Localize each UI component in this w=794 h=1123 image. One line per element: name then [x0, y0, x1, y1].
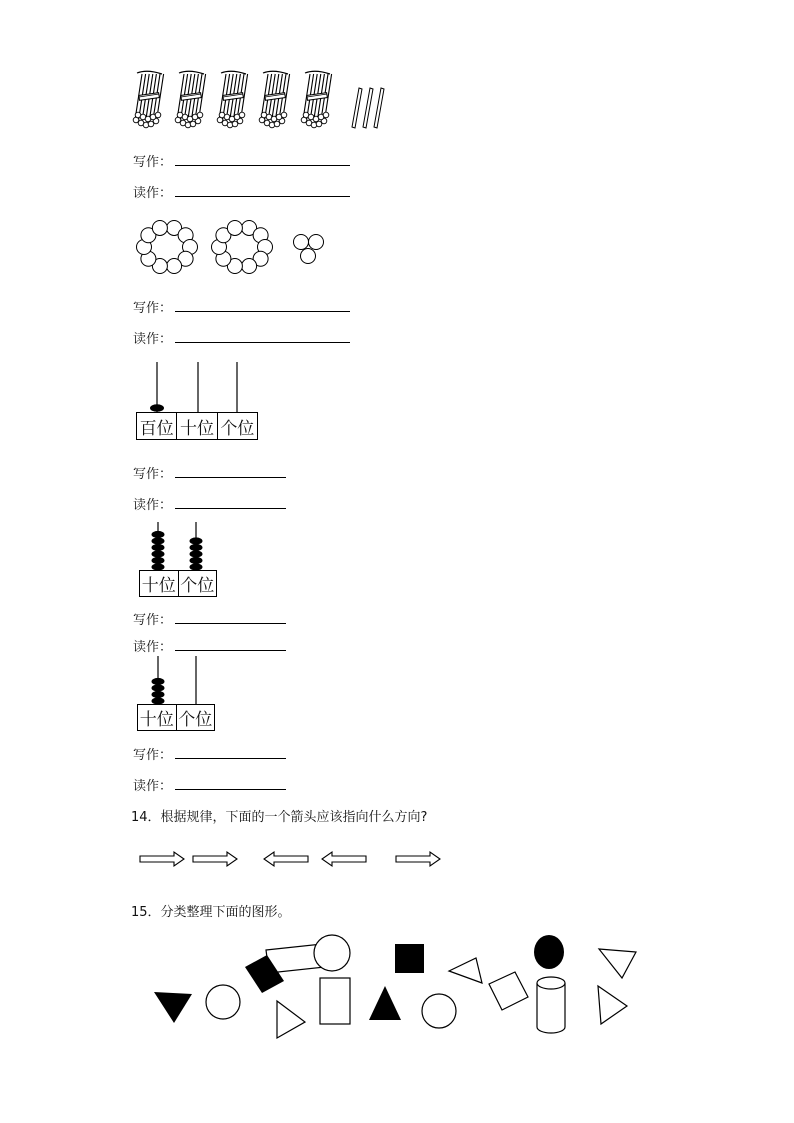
bead-icon	[152, 557, 165, 564]
place-tens: 十位	[177, 413, 217, 439]
stick-bundle-icon	[217, 71, 247, 128]
single-stick-icon	[363, 88, 373, 128]
bead-icon	[152, 691, 165, 698]
arrow-icon	[193, 852, 237, 866]
abacus-rods-2a	[138, 522, 228, 572]
question-15: 15．分类整理下面的图形。	[131, 905, 291, 920]
write-answer-line[interactable]	[175, 311, 350, 312]
single-stick-icon	[374, 88, 384, 128]
circle-outline	[314, 935, 350, 971]
read-label: 读作：	[133, 498, 173, 513]
abacus-rods-2b	[138, 656, 228, 706]
bead-icon	[190, 550, 203, 557]
circle-groups-figure	[136, 214, 336, 284]
bead-icon	[152, 544, 165, 551]
triangle-filled	[369, 986, 401, 1020]
circle-ring-group	[212, 220, 273, 273]
cylinder-outline	[537, 977, 565, 1033]
read-label: 读作：	[133, 186, 173, 201]
place-ones: 个位	[220, 418, 255, 439]
triangle-outline	[449, 958, 482, 983]
read-answer-line[interactable]	[175, 789, 286, 790]
read-answer-line[interactable]	[175, 196, 350, 197]
stick-bundle-icon	[133, 71, 163, 128]
circle-small-group	[294, 235, 324, 264]
bead-icon	[150, 404, 164, 412]
bead-icon	[152, 537, 165, 544]
read-label: 读作：	[133, 640, 173, 655]
single-stick-icon	[352, 88, 362, 128]
read-answer-line[interactable]	[175, 650, 286, 651]
stick-bundle-icon	[259, 71, 289, 128]
place-value-box-3	[136, 412, 258, 440]
read-label: 读作：	[133, 332, 173, 347]
place-ones: 个位	[178, 710, 213, 730]
circle-outline	[206, 985, 240, 1019]
arrow-icon	[322, 852, 366, 866]
abacus-rods-3	[136, 360, 266, 420]
stick-bundle-icon	[301, 71, 331, 128]
write-answer-line[interactable]	[175, 623, 286, 624]
read-answer-line[interactable]	[175, 342, 350, 343]
write-label: 写作：	[133, 301, 173, 316]
circle-outline	[422, 994, 456, 1028]
square-outline-rotated	[489, 972, 528, 1010]
write-label: 写作：	[133, 748, 173, 763]
place-tens: 十位	[138, 705, 177, 730]
arrow-sequence	[138, 849, 458, 869]
write-label: 写作：	[133, 613, 173, 628]
square-filled	[395, 944, 424, 973]
arrow-icon	[264, 852, 308, 866]
question-14: 14．根据规律，下面的一个箭头应该指向什么方向?	[131, 810, 428, 825]
shapes-figure	[130, 928, 650, 1048]
bead-icon	[152, 531, 165, 538]
bead-icon	[190, 537, 203, 544]
arrow-icon	[396, 852, 440, 866]
place-ones: 个位	[180, 576, 215, 596]
place-hundreds: 百位	[137, 413, 177, 439]
bead-icon	[152, 684, 165, 691]
stick-bundles-figure	[130, 68, 400, 138]
place-tens: 十位	[140, 571, 179, 596]
write-answer-line[interactable]	[175, 477, 286, 478]
write-answer-line[interactable]	[175, 758, 286, 759]
rectangle-outline	[320, 978, 350, 1024]
triangle-outline	[598, 986, 627, 1024]
write-label: 写作：	[133, 467, 173, 482]
triangle-filled	[154, 992, 192, 1023]
circle-ring-group	[137, 220, 198, 273]
bead-icon	[152, 678, 165, 685]
triangle-outline	[277, 1001, 305, 1038]
arrow-icon	[140, 852, 184, 866]
stick-bundle-icon	[175, 71, 205, 128]
oval-filled	[534, 935, 564, 969]
read-answer-line[interactable]	[175, 508, 286, 509]
write-answer-line[interactable]	[175, 165, 350, 166]
place-value-box-2	[137, 704, 215, 731]
triangle-outline	[599, 949, 636, 978]
place-value-box-2	[139, 570, 217, 597]
bead-icon	[190, 544, 203, 551]
bead-icon	[152, 550, 165, 557]
write-label: 写作：	[133, 155, 173, 170]
read-label: 读作：	[133, 779, 173, 794]
bead-icon	[190, 557, 203, 564]
